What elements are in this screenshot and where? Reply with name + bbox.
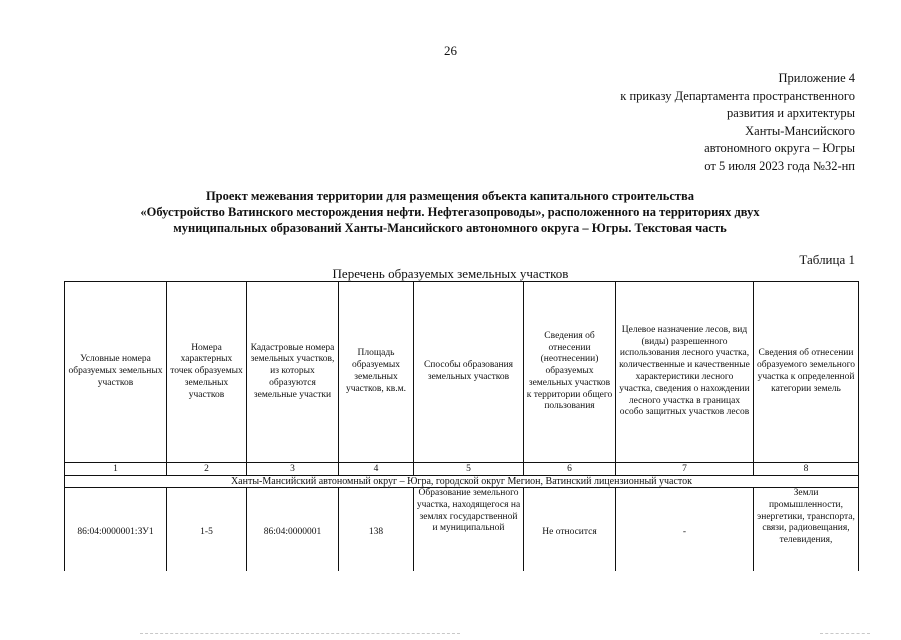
- column-number-row: [65, 463, 859, 476]
- header-cell: Способы образования земельных участков: [414, 282, 524, 463]
- land-plots-table: [64, 281, 859, 579]
- column-number: 6: [524, 463, 616, 476]
- appendix-block: [525, 70, 855, 175]
- column-number: 1: [65, 463, 167, 476]
- cell-cadastral-number: 86:04:0000001: [247, 488, 339, 579]
- table-row: [65, 488, 859, 579]
- table-label: Таблица 1: [799, 252, 855, 267]
- cell-points: 1-5: [167, 488, 247, 579]
- header-cell: Условные номера образуемых земельных участков: [65, 282, 167, 463]
- header-cell: Площадь образуемых земельных участков, кв.м.: [339, 282, 414, 463]
- column-number: 3: [247, 463, 339, 476]
- cell-plot-number: 86:04:0000001:ЗУ1: [65, 488, 167, 579]
- cell-public-use: Не относится: [524, 488, 616, 579]
- header-cell: Номера характерных точек образуемых земельных участков: [167, 282, 247, 463]
- title-line: муниципальных образований Ханты-Мансийского автономного округа – Югры. Текстовая часть: [173, 221, 727, 235]
- document-title: [60, 188, 840, 236]
- table-title: Перечень образуемых земельных участков: [332, 266, 569, 281]
- column-number: 2: [167, 463, 247, 476]
- cell-formation-method: Образование земельного участка, находящегося на землях государственной и муниципальной: [414, 488, 524, 579]
- header-cell: Целевое назначение лесов, вид (виды) разрешенного использования лесного участка, количественные и качественные характеристики лесного участка, сведения о нахождении лесного участка в границах особо защитных участков лесов: [616, 282, 754, 463]
- column-number: 8: [754, 463, 859, 476]
- page-number: 26: [444, 43, 457, 58]
- appendix-line: от 5 июля 2023 года №32-нп: [704, 158, 855, 173]
- column-number: 7: [616, 463, 754, 476]
- region-row: [65, 476, 859, 488]
- scan-artifact: [820, 633, 870, 634]
- cell-forest-info: -: [616, 488, 754, 579]
- appendix-line: Ханты-Мансийского: [745, 123, 855, 138]
- title-line: «Обустройство Ватинского месторождения нефти. Нефтегазопроводы», расположенного на территориях двух: [140, 205, 760, 219]
- header-cell: Кадастровые номера земельных участков, из которых образуются земельные участки: [247, 282, 339, 463]
- scan-artifact: [140, 633, 460, 634]
- cell-land-category: Земли промышленности, энергетики, транспорта, связи, радиовещания, телевидения,: [754, 488, 859, 579]
- cell-area: 138: [339, 488, 414, 579]
- column-number: 4: [339, 463, 414, 476]
- title-line: Проект межевания территории для размещения объекта капитального строительства: [205, 189, 695, 203]
- header-cell: Сведения об отнесении (неотнесении) образуемых земельных участков к территории общего пользования: [524, 282, 616, 463]
- appendix-line: к приказу Департамента пространственного: [620, 88, 855, 103]
- table-header-row: [65, 282, 859, 463]
- page-bottom-area: [30, 571, 871, 640]
- header-cell: Сведения об отнесении образуемого земельного участка к определенной категории земель: [754, 282, 859, 463]
- column-number: 5: [414, 463, 524, 476]
- appendix-line: Приложение 4: [778, 71, 855, 85]
- appendix-line: развития и архитектуры: [726, 106, 855, 120]
- appendix-line: автономного округа – Югры: [704, 141, 855, 155]
- region-cell: Ханты-Мансийский автономный округ – Югра, городской округ Мегион, Ватинский лицензионный участок: [65, 476, 859, 488]
